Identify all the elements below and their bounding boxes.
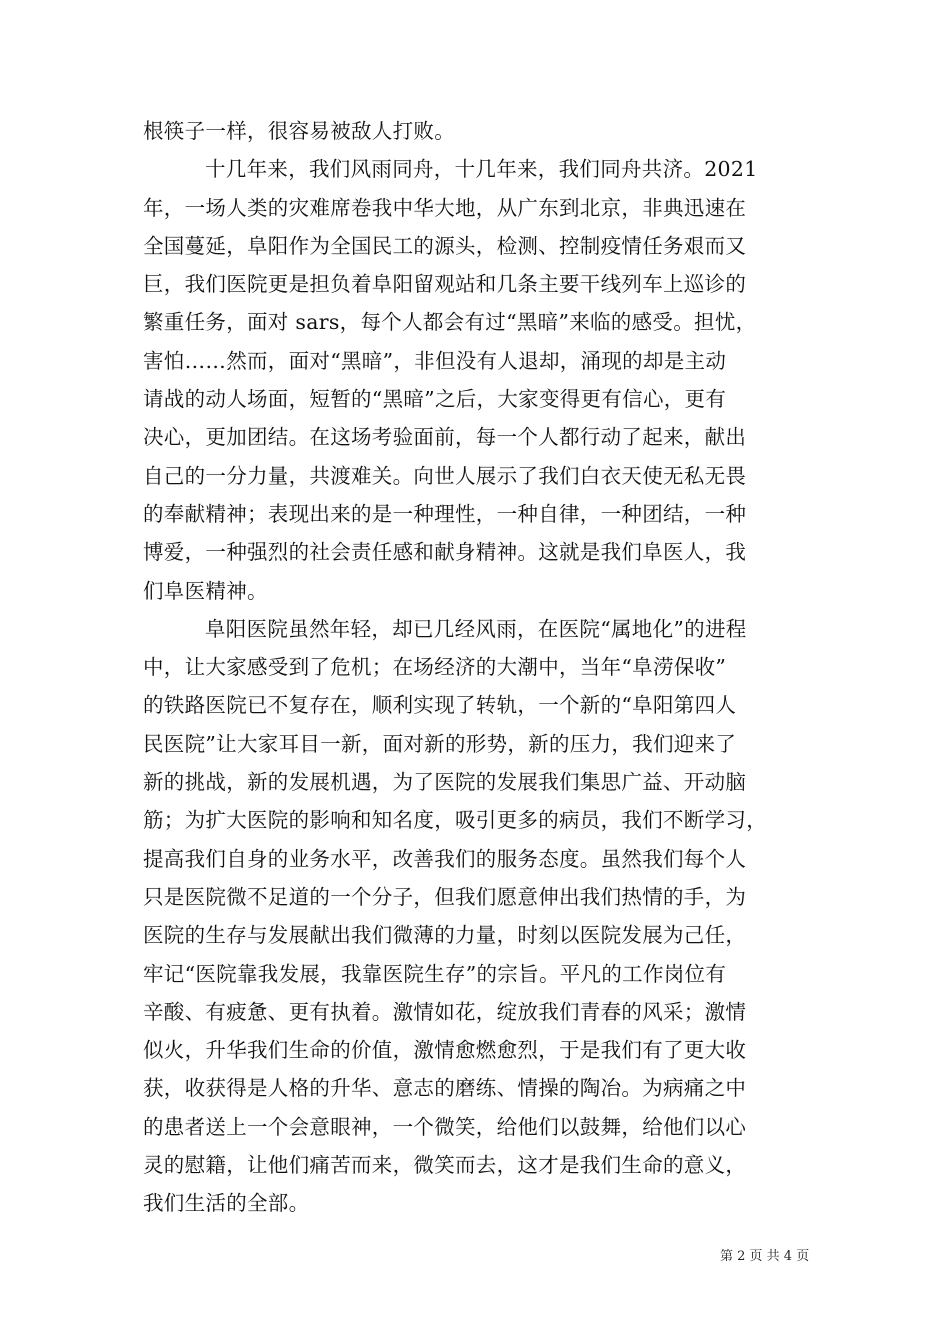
text-line: 医院的生存与发展献出我们微薄的力量，时刻以医院发展为己任， <box>143 923 747 948</box>
text-line: 决心，更加团结。在这场考验面前，每一个人都行动了起来，献出 <box>143 425 747 450</box>
text-line: 请战的动人场面，短暂的“黑暗”之后，大家变得更有信心，更有 <box>143 387 727 412</box>
text-line: 根筷子一样，很容易被敌人打败。 <box>143 119 455 143</box>
text-line: 提高我们自身的业务水平，改善我们的服务态度。虽然我们每个人 <box>143 846 747 871</box>
text-line: 自己的一分力量，共渡难关。向世人展示了我们白衣天使无私无畏 <box>143 463 747 488</box>
text-line: 害怕……然而，面对“黑暗”，非但没有人退却，涌现的却是主动 <box>143 348 727 373</box>
text-line: 获，收获得是人格的升华、意志的磨练、情操的陶冶。为病痛之中 <box>143 1076 747 1101</box>
text-line: 博爱，一种强烈的社会责任感和献身精神。这就是我们阜医人，我 <box>143 540 747 565</box>
text-line: 筋；为扩大医院的影响和知名度，吸引更多的病员，我们不断学习， <box>143 808 767 833</box>
text-line: 辛酸、有疲惫、更有执着。激情如花，绽放我们青春的风采；激情 <box>143 999 747 1024</box>
text-line: 牢记“医院靠我发展，我靠医院生存”的宗旨。平凡的工作岗位有 <box>143 961 727 986</box>
text-line: 中，让大家感受到了危机；在场经济的大潮中，当年“阜涝保收” <box>143 655 727 680</box>
paragraph-start-line: 十几年来，我们风雨同舟，十几年来，我们同舟共济。2021 <box>205 157 758 182</box>
text-line: 的患者送上一个会意眼神，一个微笑，给他们以鼓舞，给他们以心 <box>143 1114 747 1139</box>
text-line: 们阜医精神。 <box>143 578 268 603</box>
text-line: 新的挑战，新的发展机遇，为了医院的发展我们集思广益、开动脑 <box>143 770 747 795</box>
text-line: 灵的慰籍，让他们痛苦而来，微笑而去，这才是我们生命的意义， <box>143 1153 747 1178</box>
page-number-footer: 第 2 页 共 4 页 <box>720 1249 810 1264</box>
text-line: 繁重任务，面对 sars，每个人都会有过“黑暗”来临的感受。担忧， <box>143 310 757 335</box>
text-line: 巨，我们医院更是担负着阜阳留观站和几条主要干线列车上巡诊的 <box>143 272 747 297</box>
text-line: 的铁路医院已不复存在，顺利实现了转轨，一个新的“阜阳第四人 <box>143 693 737 718</box>
text-line: 只是医院微不足道的一个分子，但我们愿意伸出我们热情的手，为 <box>143 884 747 909</box>
paragraph-start-line: 阜阳医院虽然年轻，却已几经风雨，在医院“属地化”的进程 <box>205 616 747 641</box>
text-line: 年，一场人类的灾难席卷我中华大地，从广东到北京，非典迅速在 <box>143 195 747 220</box>
body-text <box>143 112 811 1223</box>
text-line: 我们生活的全部。 <box>143 1191 310 1216</box>
text-line: 的奉献精神；表现出来的是一种理性，一种自律，一种团结，一种 <box>143 501 747 526</box>
text-line: 民医院”让大家耳目一新，面对新的形势，新的压力，我们迎来了 <box>143 731 737 756</box>
text-line: 全国蔓延，阜阳作为全国民工的源头，检测、控制疫情任务艰而又 <box>143 233 747 258</box>
text-line: 似火，升华我们生命的价值，激情愈燃愈烈，于是我们有了更大收 <box>143 1038 747 1063</box>
